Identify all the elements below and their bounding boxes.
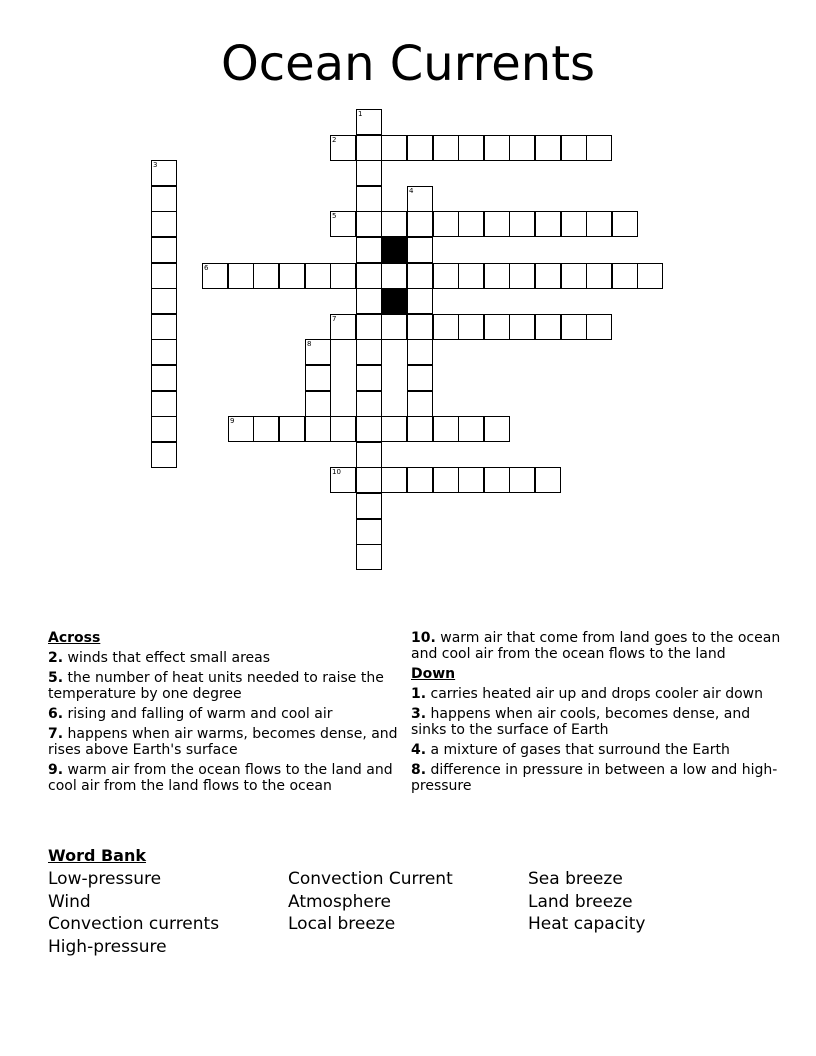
grid-cell[interactable]: [330, 211, 356, 237]
grid-cell[interactable]: [202, 263, 228, 289]
grid-cell[interactable]: [484, 135, 510, 161]
grid-cell[interactable]: [151, 365, 177, 391]
grid-cell[interactable]: [381, 211, 407, 237]
grid-cell[interactable]: [305, 339, 331, 365]
grid-cell[interactable]: [509, 135, 535, 161]
grid-cell[interactable]: [407, 237, 433, 263]
clues-left-column: [48, 630, 398, 798]
word-bank-item: Heat capacity: [528, 914, 646, 934]
grid-cell[interactable]: [484, 263, 510, 289]
word-bank-item: Wind: [48, 891, 91, 912]
grid-cell[interactable]: [381, 467, 407, 493]
grid-cell[interactable]: [407, 314, 433, 340]
grid-cell[interactable]: [356, 339, 382, 365]
grid-cell[interactable]: [356, 135, 382, 161]
grid-cell[interactable]: [407, 186, 433, 212]
grid-cell[interactable]: [637, 263, 663, 289]
word-bank-column-1: [48, 868, 219, 958]
grid-cell[interactable]: [151, 416, 177, 442]
grid-cell[interactable]: [151, 211, 177, 237]
grid-cell[interactable]: [305, 365, 331, 391]
grid-cell[interactable]: [253, 263, 279, 289]
grid-cell[interactable]: [561, 314, 587, 340]
grid-cell[interactable]: [407, 263, 433, 289]
word-bank-item: Local breeze: [288, 914, 396, 934]
grid-cell[interactable]: [228, 263, 254, 289]
grid-cell[interactable]: [509, 467, 535, 493]
grid-cell[interactable]: [279, 416, 305, 442]
clue-down-4: 4. a mixture of gases that surround the Earth: [411, 742, 730, 758]
clue-across-5: 5. the number of heat units needed to raise the temperature by one degree: [48, 670, 384, 702]
grid-cell[interactable]: [381, 135, 407, 161]
grid-cell[interactable]: [484, 467, 510, 493]
grid-cell[interactable]: [484, 416, 510, 442]
down-heading: Down: [411, 666, 456, 682]
word-bank-column-2: [288, 868, 453, 936]
clue-number: 6: [204, 264, 209, 272]
grid-cell[interactable]: [381, 314, 407, 340]
grid-cell[interactable]: [458, 467, 484, 493]
grid-cell[interactable]: [407, 288, 433, 314]
grid-cell[interactable]: [381, 416, 407, 442]
word-bank-item: Convection Current: [288, 869, 453, 889]
clue-number: 9: [230, 417, 235, 425]
grid-cell[interactable]: [458, 314, 484, 340]
grid-cell[interactable]: [305, 416, 331, 442]
grid-cell[interactable]: [330, 314, 356, 340]
grid-cell[interactable]: [151, 186, 177, 212]
grid-cell[interactable]: [586, 263, 612, 289]
grid-cell[interactable]: [151, 339, 177, 365]
grid-cell[interactable]: [356, 237, 382, 263]
grid-cell[interactable]: [151, 263, 177, 289]
grid-cell[interactable]: [433, 135, 459, 161]
black-cell: [381, 237, 407, 263]
grid-cell[interactable]: [356, 519, 382, 545]
grid-cell[interactable]: [433, 211, 459, 237]
clue-number: 10: [332, 468, 341, 476]
grid-cell[interactable]: [356, 160, 382, 186]
clue-number: 1: [358, 110, 363, 118]
grid-cell[interactable]: [356, 467, 382, 493]
grid-cell[interactable]: [151, 288, 177, 314]
clue-across-6: 6. rising and falling of warm and cool air: [48, 706, 333, 722]
grid-cell[interactable]: [458, 263, 484, 289]
grid-cell[interactable]: [151, 314, 177, 340]
grid-cell[interactable]: [458, 211, 484, 237]
grid-cell[interactable]: [151, 160, 177, 186]
clue-number: 3: [153, 161, 158, 169]
grid-cell[interactable]: [535, 467, 561, 493]
grid-cell[interactable]: [586, 211, 612, 237]
grid-cell[interactable]: [535, 263, 561, 289]
page-title: Ocean Currents: [220, 36, 596, 92]
clue-number: 5: [332, 212, 337, 220]
grid-cell[interactable]: [305, 263, 331, 289]
grid-cell[interactable]: [433, 416, 459, 442]
clue-number: 4: [409, 187, 414, 195]
grid-cell[interactable]: [458, 135, 484, 161]
grid-cell[interactable]: [356, 211, 382, 237]
grid-cell[interactable]: [151, 442, 177, 468]
grid-cell[interactable]: [433, 263, 459, 289]
grid-cell[interactable]: [356, 493, 382, 519]
grid-cell[interactable]: [561, 135, 587, 161]
clue-across-7: 7. happens when air warms, becomes dense, and rises above Earth's surface: [48, 726, 398, 758]
grid-cell[interactable]: [356, 288, 382, 314]
clue-across-2: 2. winds that effect small areas: [48, 650, 271, 666]
clue-across-9: 9. warm air from the ocean flows to the land and cool air from the land flows to the ocean: [48, 762, 393, 794]
word-bank-item: Convection currents: [48, 914, 220, 934]
grid-cell[interactable]: [407, 365, 433, 391]
clue-number: 7: [332, 315, 337, 323]
grid-cell[interactable]: [433, 314, 459, 340]
word-bank-item: High-pressure: [48, 936, 167, 957]
grid-cell[interactable]: [484, 314, 510, 340]
word-bank-item: Sea breeze: [528, 869, 623, 889]
grid-cell[interactable]: [458, 416, 484, 442]
grid-cell[interactable]: [356, 186, 382, 212]
grid-cell[interactable]: [407, 339, 433, 365]
grid-cell[interactable]: [407, 211, 433, 237]
black-cell: [381, 288, 407, 314]
grid-cell[interactable]: [330, 263, 356, 289]
grid-cell[interactable]: [151, 237, 177, 263]
grid-cell[interactable]: [484, 211, 510, 237]
grid-cell[interactable]: [407, 467, 433, 493]
grid-cell[interactable]: [330, 467, 356, 493]
clue-number: 8: [307, 340, 312, 348]
word-bank-title: Word Bank: [48, 846, 147, 865]
grid-cell[interactable]: [356, 263, 382, 289]
grid-cell[interactable]: [586, 314, 612, 340]
grid-cell[interactable]: [305, 391, 331, 417]
grid-cell[interactable]: [330, 416, 356, 442]
grid-cell[interactable]: [561, 211, 587, 237]
grid-cell[interactable]: [535, 135, 561, 161]
grid-cell[interactable]: [356, 314, 382, 340]
grid-cell[interactable]: [356, 109, 382, 135]
grid-cell[interactable]: [561, 263, 587, 289]
grid-cell[interactable]: [586, 135, 612, 161]
grid-cell[interactable]: [356, 391, 382, 417]
grid-cell[interactable]: [612, 263, 638, 289]
word-bank-item: Atmosphere: [288, 891, 391, 912]
grid-cell[interactable]: [509, 314, 535, 340]
grid-cell[interactable]: [433, 467, 459, 493]
grid-cell[interactable]: [612, 211, 638, 237]
word-bank-column-3: [528, 868, 646, 936]
clue-number: 2: [332, 136, 337, 144]
grid-cell[interactable]: [407, 391, 433, 417]
grid-cell[interactable]: [535, 314, 561, 340]
grid-cell[interactable]: [228, 416, 254, 442]
grid-cell[interactable]: [151, 391, 177, 417]
word-bank: [48, 846, 768, 957]
clue-down-3: 3. happens when air cools, becomes dense, and sinks to the surface of Earth: [411, 706, 751, 738]
clue-down-8: 8. difference in pressure in between a low and high-pressure: [411, 762, 778, 794]
grid-cell[interactable]: [356, 416, 382, 442]
grid-cell[interactable]: [407, 135, 433, 161]
clues-right-column: [411, 630, 781, 798]
grid-cell[interactable]: [279, 263, 305, 289]
grid-cell[interactable]: [381, 263, 407, 289]
grid-cell[interactable]: [407, 416, 433, 442]
grid-cell[interactable]: [330, 135, 356, 161]
word-bank-item: Low-pressure: [48, 869, 162, 889]
grid-cell[interactable]: [356, 365, 382, 391]
grid-cell[interactable]: [356, 544, 382, 570]
grid-cell[interactable]: [356, 442, 382, 468]
clue-down-1: 1. carries heated air up and drops cooler air down: [411, 686, 764, 702]
grid-cell[interactable]: [535, 211, 561, 237]
across-heading: Across: [48, 630, 101, 646]
clue-across-10: 10. warm air that come from land goes to the ocean and cool air from the ocean flows to the land: [411, 630, 781, 662]
grid-cell[interactable]: [253, 416, 279, 442]
grid-cell[interactable]: [509, 211, 535, 237]
grid-cell[interactable]: [509, 263, 535, 289]
word-bank-item: Land breeze: [528, 891, 633, 912]
